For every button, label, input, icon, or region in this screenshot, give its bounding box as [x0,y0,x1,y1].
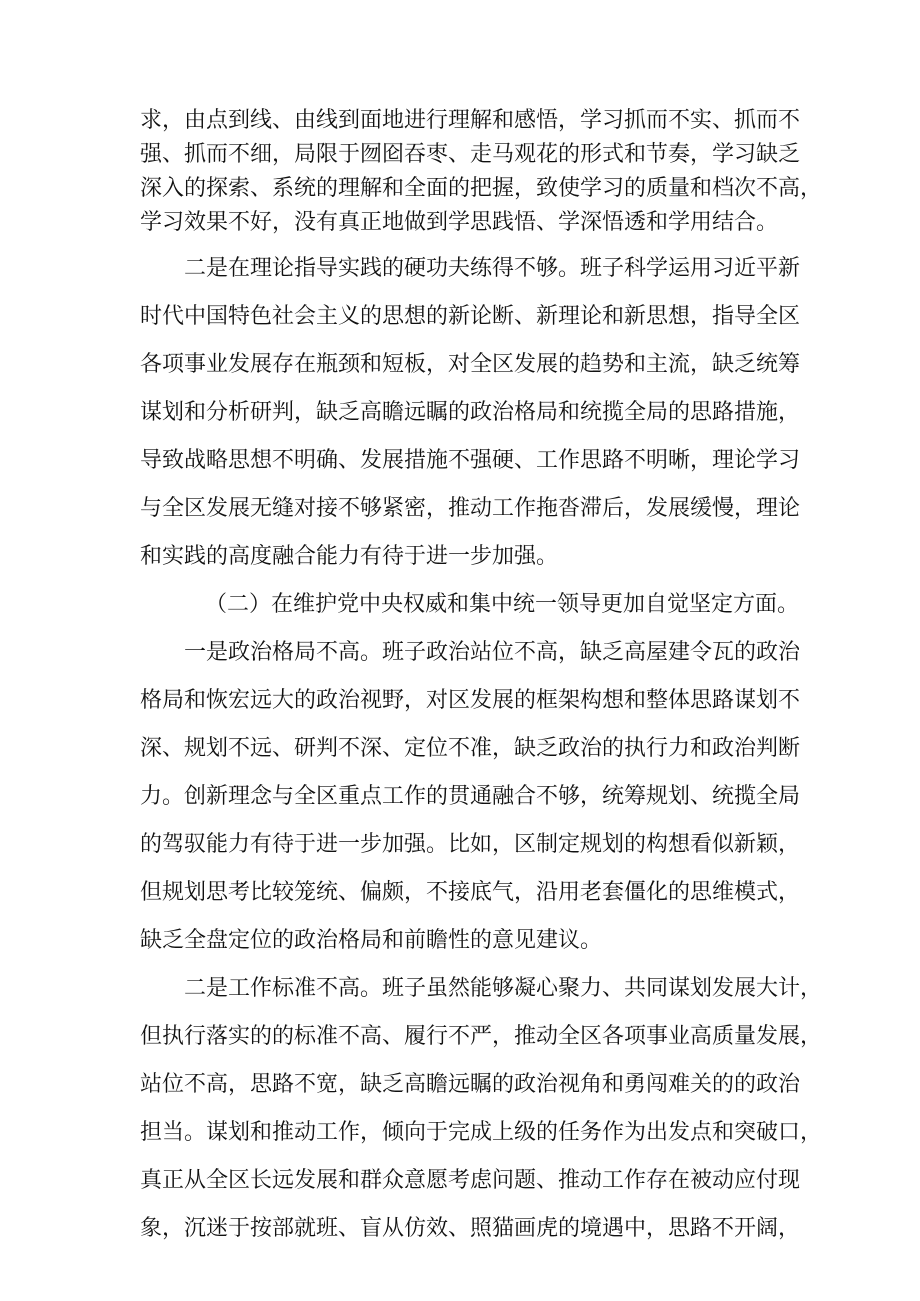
paragraph-line: 力。创新理念与全区重点工作的贯通融合不够，统筹规划、统揽全局 [140,784,801,809]
paragraph-line: 一是政治格局不高。班子政治站位不高，缺乏高屋建令瓦的政治 [184,640,801,665]
paragraph-line: 强、抓而不细，局限于囫囵吞枣、走马观花的形式和节奏，学习缺乏 [140,142,801,167]
paragraph-line: 二是工作标准不高。班子虽然能够凝心聚力、共同谋划发展大计， [184,976,823,1001]
paragraph-line: 求，由点到线、由线到面地进行理解和感悟，学习抓而不实、抓而不 [140,108,801,133]
paragraph-line: 深入的探索、系统的理解和全面的把握，致使学习的质量和档次不高， [140,176,823,201]
paragraph-line: 的驾驭能力有待于进一步加强。比如，区制定规划的构想看似新颖， [140,832,801,857]
paragraph-line: 学习效果不好，没有真正地做到学思践悟、学深悟透和学用结合。 [140,210,779,235]
paragraph-line: 与全区发展无缝对接不够紧密，推动工作拖沓滞后，发展缓慢，理论 [140,496,801,521]
section-heading: （二）在维护党中央权威和集中统一领导更加自觉坚定方面。 [205,592,800,617]
paragraph-line: 时代中国特色社会主义的思想的新论断、新理论和新思想，指导全区 [140,304,801,329]
paragraph-line: 真正从全区长远发展和群众意愿考虑问题、推动工作存在被动应付现 [140,1168,801,1193]
paragraph-line: 和实践的高度融合能力有待于进一步加强。 [140,544,559,569]
paragraph-line: 担当。谋划和推动工作，倾向于完成上级的任务作为出发点和突破口， [140,1120,823,1145]
paragraph-line: 站位不高，思路不宽，缺乏高瞻远瞩的政治视角和勇闯难关的的政治 [140,1072,801,1097]
paragraph-line: 格局和恢宏远大的政治视野，对区发展的框架构想和整体思路谋划不 [140,688,801,713]
paragraph-line: 深、规划不远、研判不深、定位不准，缺乏政治的执行力和政治判断 [140,736,801,761]
paragraph-line: 各项事业发展存在瓶颈和短板，对全区发展的趋势和主流，缺乏统筹 [140,352,801,377]
paragraph-line: 象，沉迷于按部就班、盲从仿效、照猫画虎的境遇中，思路不开阔， [140,1216,801,1241]
paragraph-line: 谋划和分析研判，缺乏高瞻远瞩的政治格局和统揽全局的思路措施， [140,400,801,425]
paragraph-line: 导致战略思想不明确、发展措施不强硬、工作思路不明晰，理论学习 [140,448,801,473]
paragraph-line: 但执行落实的的标准不高、履行不严，推动全区各项事业高质量发展， [140,1024,823,1049]
paragraph-line: 二是在理论指导实践的硬功夫练得不够。班子科学运用习近平新 [184,256,801,281]
paragraph-line: 缺乏全盘定位的政治格局和前瞻性的意见建议。 [140,928,603,953]
paragraph-line: 但规划思考比较笼统、偏颇，不接底气，沿用老套僵化的思维模式， [140,880,801,905]
